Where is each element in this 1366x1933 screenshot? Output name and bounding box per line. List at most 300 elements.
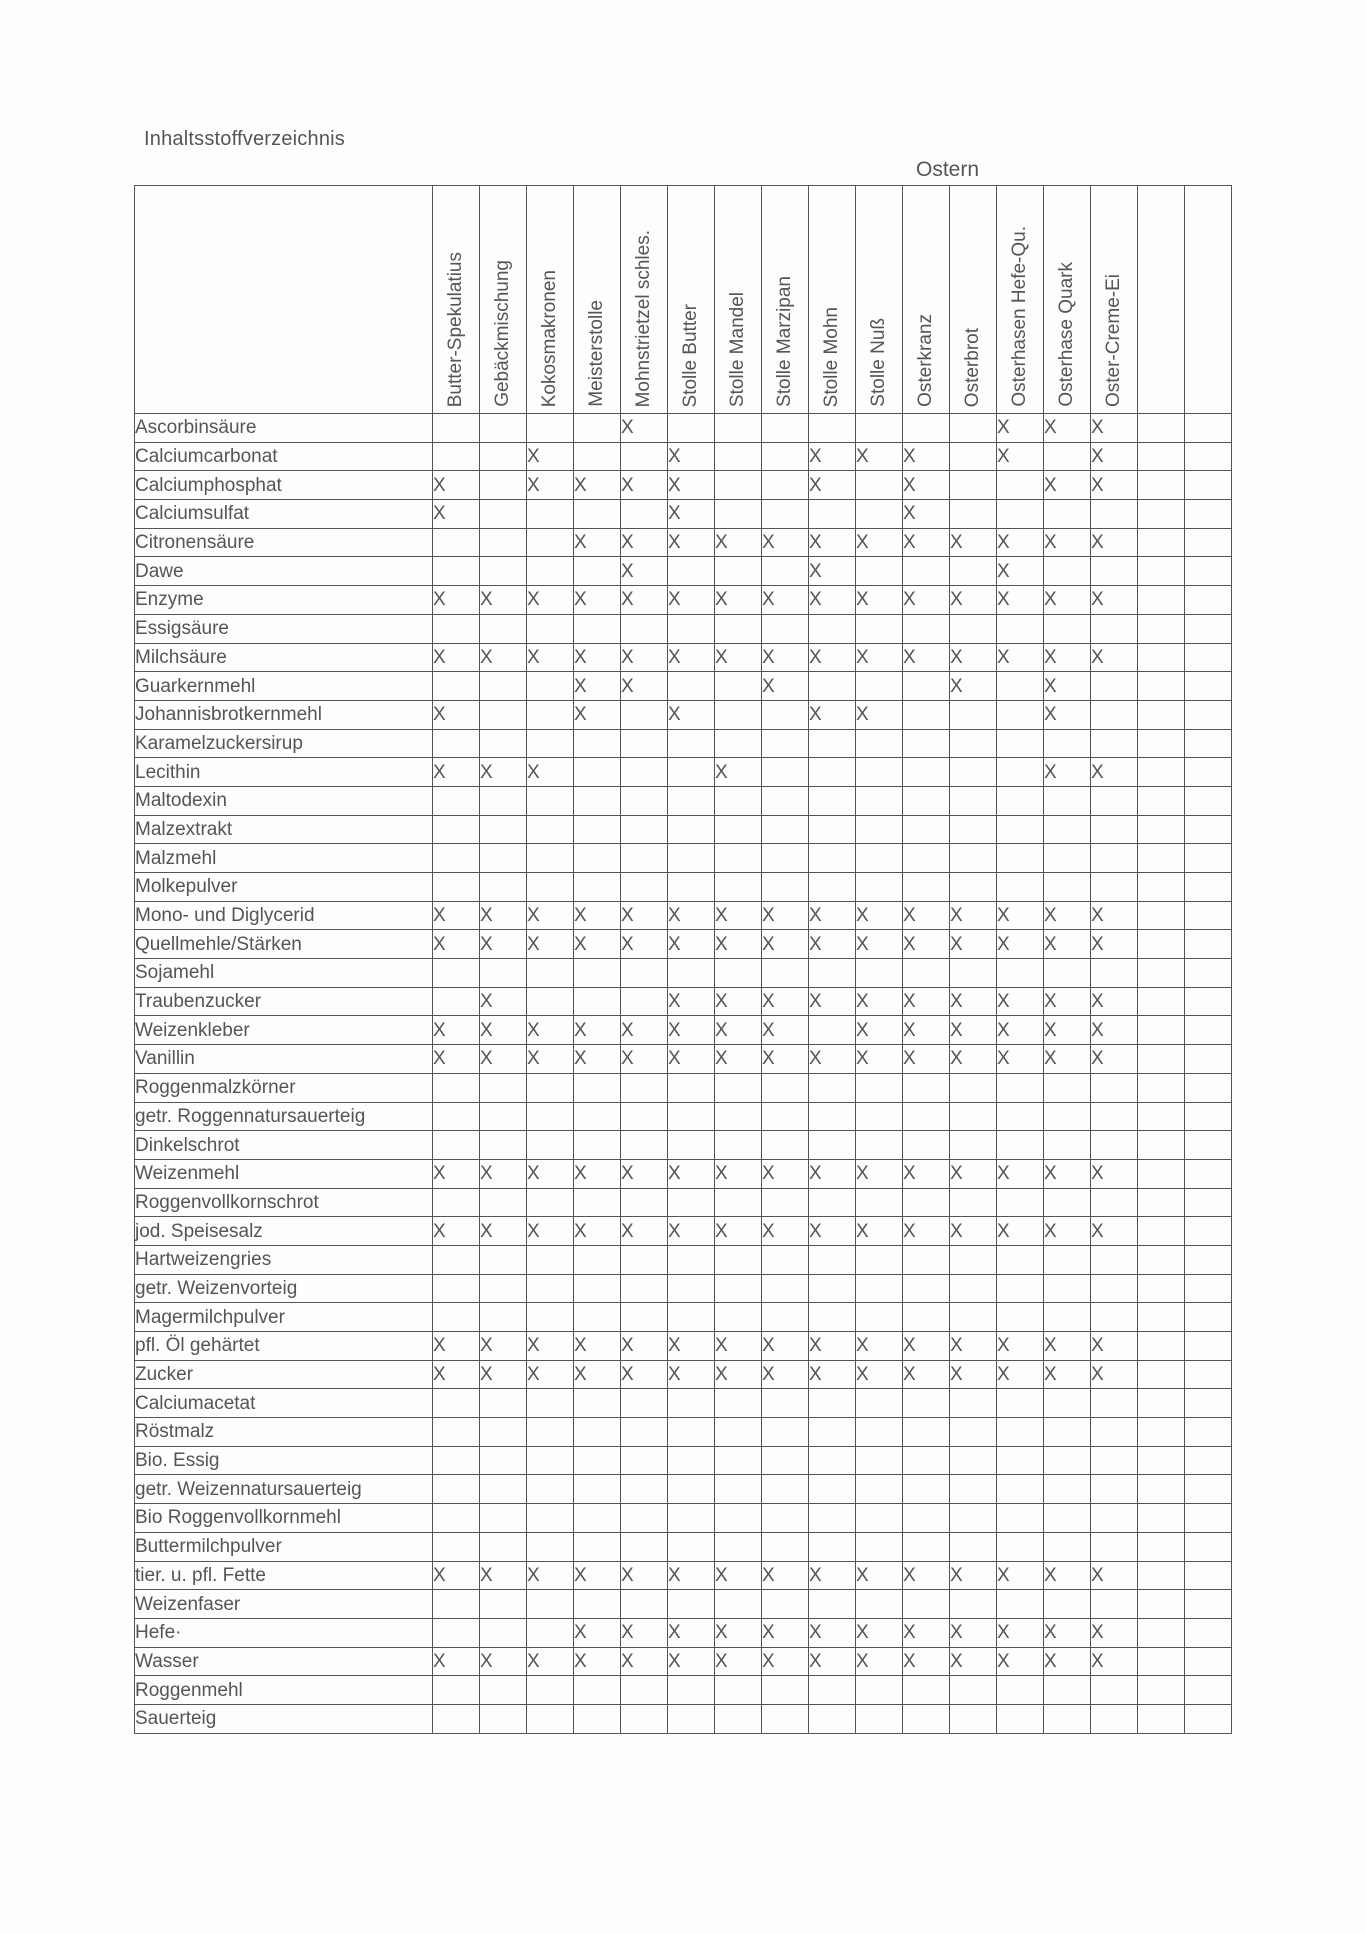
check-mark: X	[668, 1163, 681, 1185]
matrix-cell	[668, 1504, 715, 1533]
matrix-cell	[715, 1188, 762, 1217]
matrix-cell	[1044, 1245, 1091, 1274]
matrix-cell	[1138, 414, 1185, 443]
matrix-cell	[668, 1475, 715, 1504]
matrix-cell	[574, 1446, 621, 1475]
matrix-cell	[621, 1360, 668, 1389]
matrix-cell	[903, 844, 950, 873]
matrix-cell	[574, 614, 621, 643]
check-mark: X	[809, 560, 822, 582]
matrix-cell	[809, 586, 856, 615]
row-label: Mono- und Diglycerid	[135, 901, 433, 930]
column-header	[1138, 186, 1185, 414]
check-mark: X	[1044, 1564, 1057, 1586]
matrix-cell	[903, 1016, 950, 1045]
check-mark: X	[527, 1364, 540, 1386]
matrix-cell	[433, 1504, 480, 1533]
matrix-cell	[433, 471, 480, 500]
matrix-cell	[1044, 1704, 1091, 1733]
row-label: Karamelzuckersirup	[135, 729, 433, 758]
matrix-cell	[715, 786, 762, 815]
matrix-cell	[480, 1159, 527, 1188]
row-label: pfl. Öl gehärtet	[135, 1332, 433, 1361]
matrix-cell	[1185, 643, 1232, 672]
check-mark: X	[668, 1564, 681, 1586]
matrix-cell	[762, 500, 809, 529]
table-row	[135, 471, 1232, 500]
matrix-cell	[762, 1073, 809, 1102]
matrix-cell	[433, 1389, 480, 1418]
column-header	[1044, 186, 1091, 414]
matrix-cell	[480, 557, 527, 586]
matrix-cell	[856, 1475, 903, 1504]
matrix-cell	[997, 1188, 1044, 1217]
check-mark: X	[997, 1335, 1010, 1357]
matrix-cell	[809, 729, 856, 758]
matrix-cell	[856, 1102, 903, 1131]
matrix-cell	[715, 1561, 762, 1590]
row-label: Malzextrakt	[135, 815, 433, 844]
check-mark: X	[574, 1335, 587, 1357]
matrix-cell	[621, 1188, 668, 1217]
check-mark: X	[668, 474, 681, 496]
matrix-cell	[715, 1217, 762, 1246]
matrix-cell	[574, 1188, 621, 1217]
matrix-cell	[668, 672, 715, 701]
row-label: tier. u. pfl. Fette	[135, 1561, 433, 1590]
check-mark: X	[903, 991, 916, 1013]
matrix-cell	[480, 1446, 527, 1475]
check-mark: X	[527, 589, 540, 611]
check-mark: X	[903, 933, 916, 955]
check-mark: X	[809, 1650, 822, 1672]
matrix-cell	[809, 1102, 856, 1131]
matrix-cell	[903, 1618, 950, 1647]
matrix-cell	[1185, 672, 1232, 701]
matrix-cell	[1044, 586, 1091, 615]
check-mark: X	[715, 991, 728, 1013]
matrix-cell	[433, 1073, 480, 1102]
row-label: Bio Roggenvollkornmehl	[135, 1504, 433, 1533]
matrix-cell	[1091, 700, 1138, 729]
matrix-cell	[1091, 1102, 1138, 1131]
matrix-cell	[668, 1159, 715, 1188]
matrix-cell	[621, 786, 668, 815]
matrix-cell	[809, 1475, 856, 1504]
check-mark: X	[950, 991, 963, 1013]
matrix-cell	[856, 1188, 903, 1217]
table-row	[135, 1704, 1232, 1733]
matrix-cell	[856, 1446, 903, 1475]
matrix-cell	[856, 586, 903, 615]
matrix-cell	[1138, 1590, 1185, 1619]
table-row	[135, 643, 1232, 672]
table-row	[135, 1332, 1232, 1361]
row-label: Sojamehl	[135, 959, 433, 988]
check-mark: X	[527, 446, 540, 468]
matrix-cell	[856, 1274, 903, 1303]
matrix-cell	[762, 959, 809, 988]
matrix-cell	[1138, 1446, 1185, 1475]
matrix-cell	[950, 1188, 997, 1217]
matrix-cell	[715, 1532, 762, 1561]
check-mark: X	[1091, 1220, 1104, 1242]
matrix-cell	[762, 1159, 809, 1188]
matrix-cell	[715, 901, 762, 930]
check-mark: X	[762, 589, 775, 611]
matrix-cell	[480, 1561, 527, 1590]
matrix-cell	[809, 643, 856, 672]
matrix-cell	[715, 987, 762, 1016]
matrix-cell	[574, 442, 621, 471]
matrix-cell	[762, 1561, 809, 1590]
matrix-cell	[715, 557, 762, 586]
matrix-cell	[1044, 1217, 1091, 1246]
check-mark: X	[1091, 446, 1104, 468]
matrix-cell	[950, 786, 997, 815]
matrix-cell	[715, 1475, 762, 1504]
matrix-cell	[856, 643, 903, 672]
row-label: Roggenmalzkörner	[135, 1073, 433, 1102]
check-mark: X	[1091, 1564, 1104, 1586]
matrix-cell	[950, 1016, 997, 1045]
check-mark: X	[997, 1220, 1010, 1242]
matrix-cell	[950, 1389, 997, 1418]
matrix-cell	[997, 528, 1044, 557]
matrix-cell	[668, 528, 715, 557]
matrix-cell	[480, 1102, 527, 1131]
matrix-cell	[668, 1245, 715, 1274]
matrix-cell	[903, 1704, 950, 1733]
check-mark: X	[950, 933, 963, 955]
matrix-cell	[715, 1332, 762, 1361]
matrix-cell	[527, 1561, 574, 1590]
check-mark: X	[762, 991, 775, 1013]
matrix-cell	[433, 873, 480, 902]
matrix-cell	[1091, 844, 1138, 873]
matrix-cell	[997, 1245, 1044, 1274]
matrix-cell	[527, 1245, 574, 1274]
table-row	[135, 586, 1232, 615]
matrix-cell	[527, 1217, 574, 1246]
matrix-cell	[574, 1418, 621, 1447]
matrix-cell	[433, 1159, 480, 1188]
matrix-cell	[809, 1590, 856, 1619]
matrix-cell	[621, 500, 668, 529]
check-mark: X	[997, 905, 1010, 927]
matrix-cell	[621, 1561, 668, 1590]
matrix-cell	[903, 1360, 950, 1389]
check-mark: X	[433, 589, 446, 611]
check-mark: X	[621, 675, 634, 697]
table-row	[135, 930, 1232, 959]
matrix-cell	[997, 643, 1044, 672]
matrix-cell	[1138, 844, 1185, 873]
check-mark: X	[668, 1335, 681, 1357]
matrix-cell	[1091, 1590, 1138, 1619]
check-mark: X	[527, 1335, 540, 1357]
check-mark: X	[856, 589, 869, 611]
matrix-cell	[574, 528, 621, 557]
check-mark: X	[809, 905, 822, 927]
matrix-cell	[1138, 1475, 1185, 1504]
matrix-cell	[668, 614, 715, 643]
matrix-cell	[809, 1159, 856, 1188]
matrix-cell	[1091, 1131, 1138, 1160]
matrix-cell	[480, 614, 527, 643]
matrix-cell	[574, 1016, 621, 1045]
check-mark: X	[997, 1163, 1010, 1185]
check-mark: X	[621, 646, 634, 668]
matrix-cell	[856, 873, 903, 902]
matrix-cell	[1091, 1418, 1138, 1447]
matrix-cell	[527, 500, 574, 529]
check-mark: X	[668, 503, 681, 525]
matrix-cell	[668, 1073, 715, 1102]
matrix-cell	[574, 1217, 621, 1246]
matrix-cell	[480, 471, 527, 500]
matrix-cell	[1185, 1360, 1232, 1389]
matrix-cell	[527, 1016, 574, 1045]
matrix-cell	[715, 1274, 762, 1303]
matrix-cell	[856, 1303, 903, 1332]
column-header	[856, 186, 903, 414]
matrix-cell	[1091, 1073, 1138, 1102]
matrix-cell	[1091, 1045, 1138, 1074]
matrix-cell	[574, 1245, 621, 1274]
matrix-cell	[668, 1217, 715, 1246]
matrix-cell	[762, 1475, 809, 1504]
matrix-cell	[950, 442, 997, 471]
matrix-cell	[1044, 1073, 1091, 1102]
matrix-cell	[574, 873, 621, 902]
matrix-cell	[762, 1418, 809, 1447]
matrix-cell	[574, 557, 621, 586]
check-mark: X	[574, 1564, 587, 1586]
matrix-cell	[574, 959, 621, 988]
matrix-cell	[762, 1016, 809, 1045]
matrix-cell	[1044, 1045, 1091, 1074]
check-mark: X	[1091, 991, 1104, 1013]
matrix-cell	[762, 442, 809, 471]
column-header	[715, 186, 762, 414]
matrix-cell	[1044, 614, 1091, 643]
matrix-cell	[621, 873, 668, 902]
column-header	[574, 186, 621, 414]
matrix-cell	[433, 844, 480, 873]
matrix-cell	[1138, 1676, 1185, 1705]
matrix-cell	[668, 1618, 715, 1647]
matrix-cell	[903, 901, 950, 930]
matrix-cell	[715, 815, 762, 844]
matrix-cell	[1044, 1102, 1091, 1131]
matrix-cell	[1091, 672, 1138, 701]
matrix-cell	[997, 1389, 1044, 1418]
check-mark: X	[621, 589, 634, 611]
matrix-cell	[527, 1618, 574, 1647]
check-mark: X	[480, 1650, 493, 1672]
matrix-cell	[433, 758, 480, 787]
matrix-cell	[1138, 1303, 1185, 1332]
row-label: Weizenfaser	[135, 1590, 433, 1619]
matrix-cell	[621, 586, 668, 615]
matrix-cell	[668, 729, 715, 758]
check-mark: X	[856, 1622, 869, 1644]
matrix-cell	[668, 1131, 715, 1160]
matrix-cell	[1185, 930, 1232, 959]
check-mark: X	[621, 1650, 634, 1672]
matrix-cell	[809, 873, 856, 902]
check-mark: X	[997, 446, 1010, 468]
matrix-cell	[668, 959, 715, 988]
check-mark: X	[527, 474, 540, 496]
matrix-cell	[809, 1676, 856, 1705]
check-mark: X	[856, 933, 869, 955]
matrix-cell	[1044, 1303, 1091, 1332]
check-mark: X	[1091, 1622, 1104, 1644]
matrix-cell	[1138, 700, 1185, 729]
matrix-cell	[809, 1274, 856, 1303]
matrix-cell	[856, 1647, 903, 1676]
check-mark: X	[903, 589, 916, 611]
matrix-cell	[433, 1016, 480, 1045]
matrix-cell	[997, 1073, 1044, 1102]
column-header	[950, 186, 997, 414]
matrix-cell	[1044, 442, 1091, 471]
matrix-cell	[1138, 815, 1185, 844]
matrix-cell	[950, 414, 997, 443]
check-mark: X	[621, 905, 634, 927]
matrix-cell	[997, 758, 1044, 787]
row-label: Magermilchpulver	[135, 1303, 433, 1332]
matrix-cell	[574, 1274, 621, 1303]
row-label: Hefe·	[135, 1618, 433, 1647]
matrix-cell	[856, 987, 903, 1016]
matrix-cell	[1091, 442, 1138, 471]
matrix-cell	[1185, 1475, 1232, 1504]
matrix-cell	[574, 1475, 621, 1504]
matrix-cell	[856, 758, 903, 787]
check-mark: X	[1044, 1335, 1057, 1357]
matrix-cell	[574, 672, 621, 701]
row-label: Calciumphosphat	[135, 471, 433, 500]
row-label: Calciumcarbonat	[135, 442, 433, 471]
matrix-cell	[715, 1676, 762, 1705]
matrix-cell	[950, 873, 997, 902]
matrix-cell	[903, 528, 950, 557]
matrix-cell	[1091, 1647, 1138, 1676]
matrix-cell	[574, 1704, 621, 1733]
matrix-cell	[950, 557, 997, 586]
matrix-cell	[903, 987, 950, 1016]
matrix-cell	[903, 1159, 950, 1188]
check-mark: X	[1044, 532, 1057, 554]
column-header	[997, 186, 1044, 414]
matrix-cell	[809, 1131, 856, 1160]
matrix-cell	[621, 471, 668, 500]
matrix-cell	[997, 844, 1044, 873]
matrix-cell	[856, 1561, 903, 1590]
group-label: Ostern	[916, 158, 980, 181]
matrix-cell	[1185, 959, 1232, 988]
matrix-cell	[433, 1704, 480, 1733]
matrix-cell	[1185, 614, 1232, 643]
matrix-cell	[1044, 1274, 1091, 1303]
matrix-cell	[715, 873, 762, 902]
matrix-cell	[1091, 1532, 1138, 1561]
row-label: Lecithin	[135, 758, 433, 787]
matrix-cell	[1185, 700, 1232, 729]
matrix-cell	[527, 901, 574, 930]
matrix-cell	[856, 1360, 903, 1389]
matrix-cell	[809, 500, 856, 529]
check-mark: X	[997, 560, 1010, 582]
matrix-cell	[668, 1446, 715, 1475]
matrix-cell	[856, 1532, 903, 1561]
matrix-cell	[480, 1217, 527, 1246]
check-mark: X	[574, 589, 587, 611]
check-mark: X	[668, 704, 681, 726]
matrix-cell	[1138, 1217, 1185, 1246]
matrix-cell	[527, 1676, 574, 1705]
matrix-cell	[1185, 1647, 1232, 1676]
matrix-cell	[715, 1303, 762, 1332]
row-label: Wasser	[135, 1647, 433, 1676]
matrix-cell	[480, 873, 527, 902]
check-mark: X	[997, 991, 1010, 1013]
check-mark: X	[856, 1019, 869, 1041]
check-mark: X	[1044, 474, 1057, 496]
matrix-cell	[1091, 1360, 1138, 1389]
matrix-cell	[997, 1303, 1044, 1332]
matrix-cell	[621, 901, 668, 930]
matrix-cell	[668, 1332, 715, 1361]
matrix-cell	[809, 1704, 856, 1733]
matrix-cell	[903, 1217, 950, 1246]
matrix-cell	[433, 1102, 480, 1131]
check-mark: X	[621, 1564, 634, 1586]
matrix-cell	[1091, 1446, 1138, 1475]
matrix-cell	[668, 1274, 715, 1303]
matrix-cell	[856, 729, 903, 758]
matrix-cell	[715, 643, 762, 672]
matrix-cell	[762, 758, 809, 787]
check-mark: X	[433, 1220, 446, 1242]
matrix-cell	[715, 1647, 762, 1676]
check-mark: X	[1091, 532, 1104, 554]
matrix-cell	[997, 815, 1044, 844]
matrix-cell	[997, 1102, 1044, 1131]
matrix-cell	[762, 873, 809, 902]
matrix-cell	[950, 1274, 997, 1303]
check-mark: X	[480, 1564, 493, 1586]
matrix-cell	[903, 614, 950, 643]
matrix-cell	[950, 586, 997, 615]
matrix-cell	[433, 643, 480, 672]
matrix-cell	[1185, 1045, 1232, 1074]
table-row	[135, 1475, 1232, 1504]
matrix-cell	[903, 1073, 950, 1102]
matrix-cell	[1044, 959, 1091, 988]
check-mark: X	[809, 991, 822, 1013]
check-mark: X	[527, 1019, 540, 1041]
matrix-cell	[715, 758, 762, 787]
table-row	[135, 1676, 1232, 1705]
matrix-cell	[1185, 901, 1232, 930]
table-row	[135, 1618, 1232, 1647]
matrix-cell	[668, 815, 715, 844]
check-mark: X	[903, 1650, 916, 1672]
